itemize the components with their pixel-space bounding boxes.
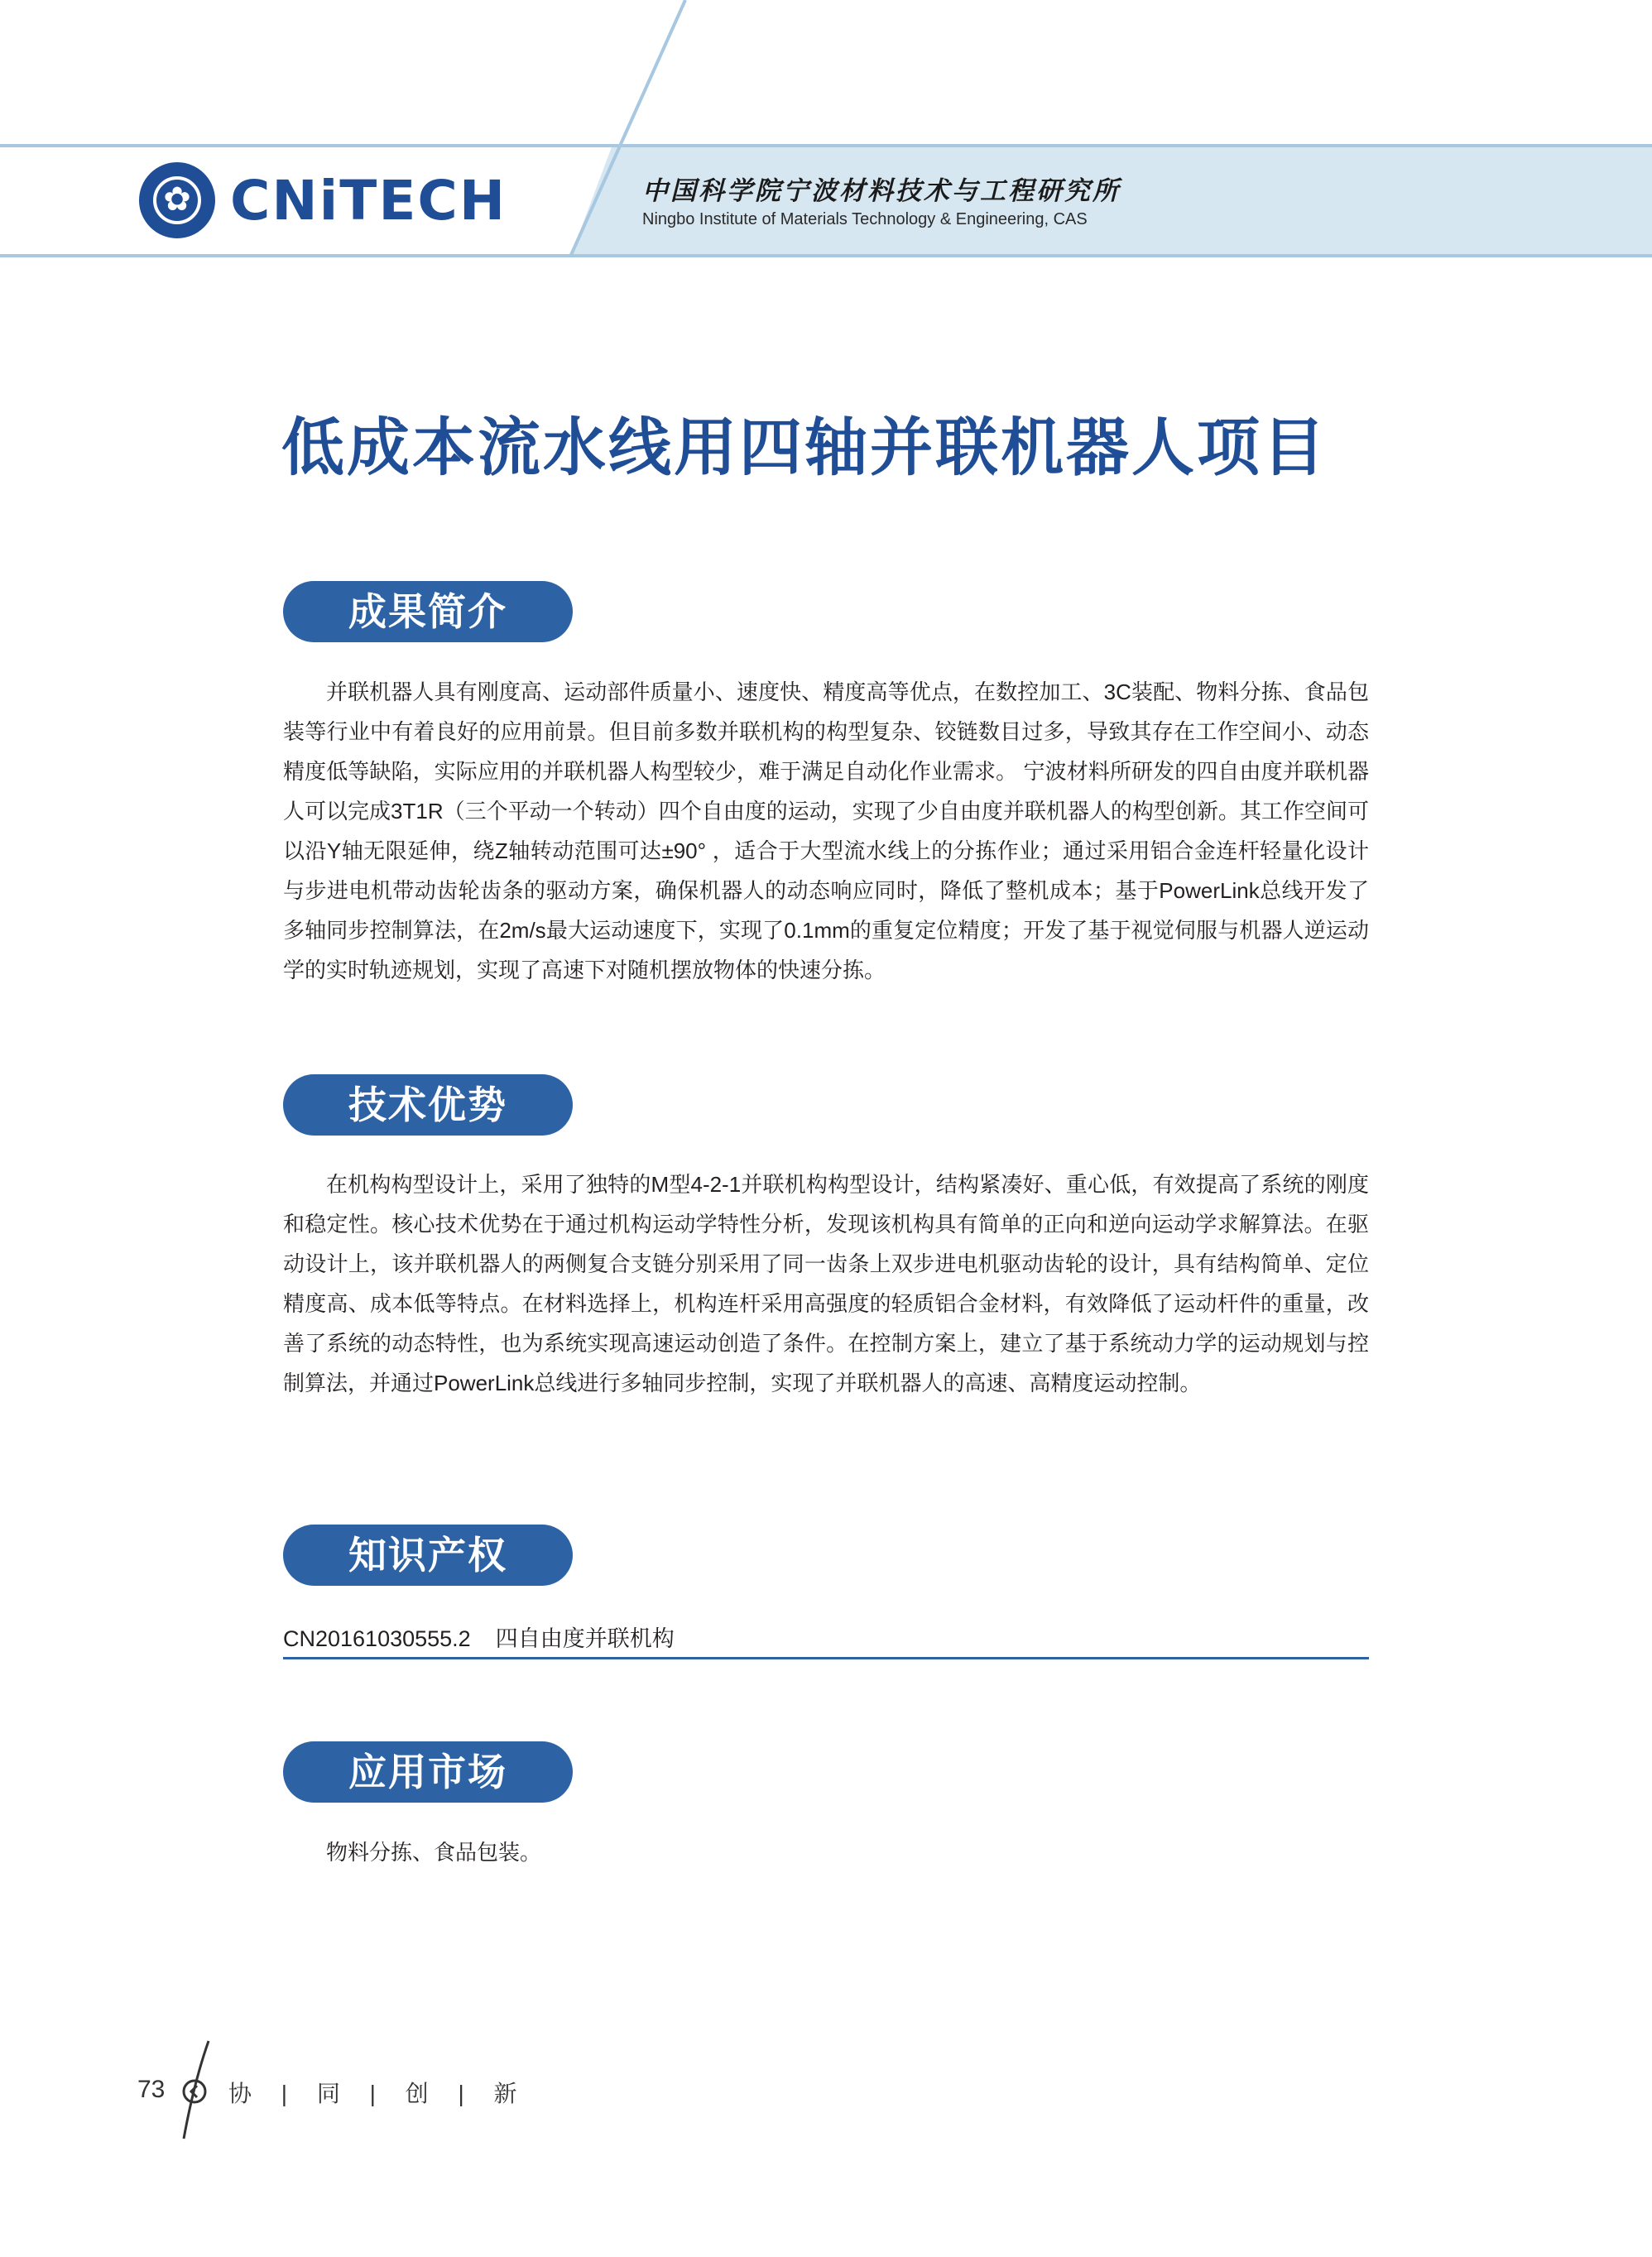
section-heading-market: 应用市场 [283, 1741, 573, 1803]
advantage-paragraph: 在机构构型设计上，采用了独特的M型4-2-1并联机构构型设计，结构紧凑好、重心低，有效提高了系统的刚度和稳定性。核心技术优势在于通过机构运动学特性分析，发现该机构具有简单的正向和逆向运动学求解算法。在驱动设计上，该并联机器人的两侧复合支链分别采用了同一齿条上双步进电机驱动齿轮的设计，具有结构简单、定位精度高、成本低等特点。在材料选择上，机构连杆采用高强度的轻质铝合金材料，有效降低了运动杆件的重量，改善了系统的动态特性，也为系统实现高速运动创造了条件。在控制方案上，建立了基于系统动力学的运动规划与控制算法，并通过PowerLink总线进行多轴同步控制，实现了并联机器人的高速、高精度运动控制。 [283, 1172, 1369, 1395]
page-title: 低成本流水线用四轴并联机器人项目 [281, 413, 1328, 483]
footer-slogan: 协 | 同 | 创 | 新 [228, 2081, 529, 2106]
intro-paragraph: 并联机器人具有刚度高、运动部件质量小、速度快、精度高等优点，在数控加工、3C装配、物料分拣、食品包装等行业中有着良好的应用前景。但目前多数并联机构的构型复杂、铰链数目过多，导致其存在工作空间小、动态精度低等缺陷，实际应用的并联机器人构型较少，难于满足自动化作业需求。 宁波材料所研发的四自由度并联机器人可以完成3T1R（三个平动一个转动）四个自由度的运动，实现了少自由度并联机器人的构型创新。其工作空间可以沿Y轴无限延伸，绕Z轴转动范围可达±90° ，适合于大型流水线上的分拣作业；通过采用铝合金连杆轻量化设计与步进电机带动齿轮齿条的驱动方案，确保机器人的动态响应同时，降低了整机成本；基于PowerLink总线开发了多轴同步控制算法，在2m/s最大运动速度下，实现了0.1mm的重复定位精度；开发了基于视觉伺服与机器人逆运动学的实时轨迹规划，实现了高速下对随机摆放物体的快速分拣。 [283, 680, 1369, 982]
logo-text: CNiTECH [230, 168, 507, 233]
section-heading-advantage: 技术优势 [283, 1074, 573, 1136]
patent-row [283, 1621, 1369, 1659]
page-number: 73 [137, 2076, 166, 2103]
section-heading-ip: 知识产权 [283, 1525, 573, 1586]
cas-seal-icon [139, 162, 215, 238]
cnitech-logo [139, 162, 507, 238]
institute-name-cn: 中国科学院宁波材料技术与工程研究所 [642, 176, 1121, 206]
market-paragraph: 物料分拣、食品包装。 [326, 1840, 542, 1865]
footer-swoosh-icon [174, 2036, 223, 2144]
institute-name-en: Ningbo Institute of Materials Technology & Engineering, CAS [642, 210, 1088, 228]
page-footer [0, 2036, 1652, 2144]
patent-number: CN20161030555.2 [283, 1626, 471, 1651]
section-heading-intro: 成果简介 [283, 581, 573, 642]
patent-title: 四自由度并联机构 [495, 1626, 675, 1651]
